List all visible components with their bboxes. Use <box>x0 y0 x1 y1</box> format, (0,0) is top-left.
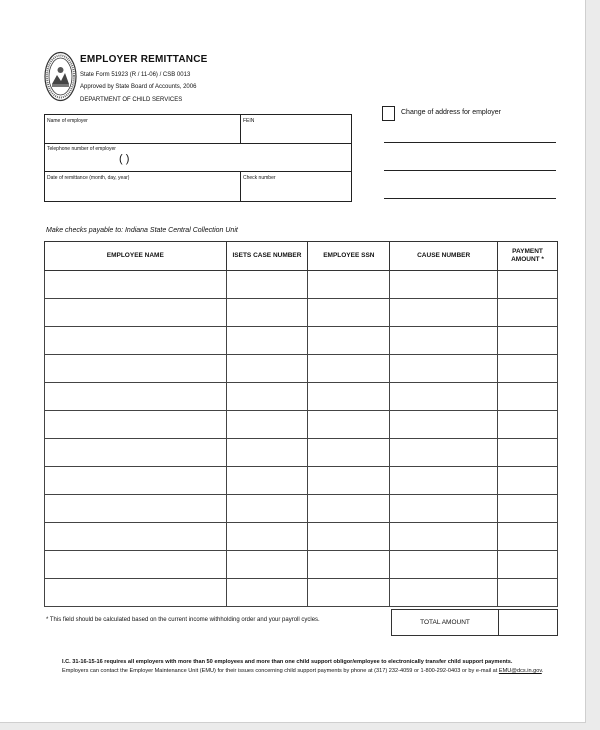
cell-employee-ssn[interactable] <box>308 523 390 551</box>
col-payment-amount: PAYMENT AMOUNT * <box>498 242 558 271</box>
cell-employee-name[interactable] <box>45 495 227 523</box>
table-row <box>45 495 558 523</box>
cell-cause-number[interactable] <box>390 355 498 383</box>
col-cause-number: CAUSE NUMBER <box>390 242 498 271</box>
cell-payment-amount[interactable] <box>498 439 558 467</box>
cell-cause-number[interactable] <box>390 579 498 607</box>
cell-isets-case-number[interactable] <box>226 355 308 383</box>
cell-cause-number[interactable] <box>390 551 498 579</box>
cell-employee-name[interactable] <box>45 299 227 327</box>
total-amount-field[interactable] <box>498 609 558 636</box>
table-row <box>45 411 558 439</box>
cell-payment-amount[interactable] <box>498 495 558 523</box>
cell-isets-case-number[interactable] <box>226 327 308 355</box>
address-line[interactable] <box>384 170 556 171</box>
cell-employee-ssn[interactable] <box>308 383 390 411</box>
cell-employee-ssn[interactable] <box>308 439 390 467</box>
cell-payment-amount[interactable] <box>498 467 558 495</box>
payable-to-text: Make checks payable to: Indiana State Central Collection Unit <box>46 227 238 234</box>
emu-contact-prefix: Employers can contact the Employer Maintenance Unit (EMU) for their issues concerning child support payments by phone at (317) 232-4059 or 1-800-292-0403 or by e-mail at <box>62 668 499 674</box>
cell-employee-ssn[interactable] <box>308 411 390 439</box>
cell-payment-amount[interactable] <box>498 355 558 383</box>
emu-contact-suffix: . <box>541 668 544 674</box>
address-line[interactable] <box>384 198 556 199</box>
cell-employee-ssn[interactable] <box>308 271 390 299</box>
cell-isets-case-number[interactable] <box>226 495 308 523</box>
cell-cause-number[interactable] <box>390 327 498 355</box>
address-change-label: Change of address for employer <box>401 109 501 116</box>
cell-isets-case-number[interactable] <box>226 523 308 551</box>
department-text: DEPARTMENT OF CHILD SERVICES <box>80 97 183 103</box>
emu-contact-text <box>62 668 543 674</box>
cell-isets-case-number[interactable] <box>226 411 308 439</box>
table-row <box>45 579 558 607</box>
table-row <box>45 551 558 579</box>
cell-payment-amount[interactable] <box>498 411 558 439</box>
cell-cause-number[interactable] <box>390 439 498 467</box>
cell-employee-name[interactable] <box>45 271 227 299</box>
cell-isets-case-number[interactable] <box>226 383 308 411</box>
cell-payment-amount[interactable] <box>498 271 558 299</box>
col-employee-name: EMPLOYEE NAME <box>45 242 227 271</box>
cell-isets-case-number[interactable] <box>226 467 308 495</box>
table-row <box>45 271 558 299</box>
cell-payment-amount[interactable] <box>498 383 558 411</box>
cell-isets-case-number[interactable] <box>226 299 308 327</box>
cell-payment-amount[interactable] <box>498 579 558 607</box>
cell-employee-name[interactable] <box>45 467 227 495</box>
cell-employee-ssn[interactable] <box>308 495 390 523</box>
cell-payment-amount[interactable] <box>498 551 558 579</box>
table-row <box>45 299 558 327</box>
cell-isets-case-number[interactable] <box>226 439 308 467</box>
cell-cause-number[interactable] <box>390 523 498 551</box>
col-employee-ssn: EMPLOYEE SSN <box>308 242 390 271</box>
phone-label: Telephone number of employer <box>47 146 116 152</box>
cell-employee-ssn[interactable] <box>308 551 390 579</box>
cell-employee-name[interactable] <box>45 411 227 439</box>
address-change-checkbox[interactable] <box>382 106 395 121</box>
scrollbar-track[interactable] <box>586 0 600 730</box>
cell-payment-amount[interactable] <box>498 523 558 551</box>
cell-employee-name[interactable] <box>45 523 227 551</box>
col-isets-case-number: ISETS CASE NUMBER <box>226 242 308 271</box>
state-seal-icon <box>44 51 77 102</box>
cell-cause-number[interactable] <box>390 495 498 523</box>
approval-text: Approved by State Board of Accounts, 2006 <box>80 84 197 90</box>
remittance-table <box>44 241 558 607</box>
cell-cause-number[interactable] <box>390 411 498 439</box>
cell-isets-case-number[interactable] <box>226 579 308 607</box>
emu-email-link[interactable]: EMU@dcs.in.gov <box>498 668 542 674</box>
cell-employee-name[interactable] <box>45 439 227 467</box>
cell-employee-name[interactable] <box>45 327 227 355</box>
cell-employee-name[interactable] <box>45 551 227 579</box>
footnote: * This field should be calculated based on the current income withholding order and your payroll cycles. <box>46 617 320 623</box>
cell-employee-name[interactable] <box>45 579 227 607</box>
cell-employee-ssn[interactable] <box>308 467 390 495</box>
cell-cause-number[interactable] <box>390 383 498 411</box>
phone-area-code-field[interactable]: ( ) <box>119 153 130 165</box>
form-title: EMPLOYER REMITTANCE <box>80 54 208 65</box>
cell-isets-case-number[interactable] <box>226 551 308 579</box>
employer-name-label: Name of employer <box>47 118 88 124</box>
table-row <box>45 439 558 467</box>
cell-cause-number[interactable] <box>390 271 498 299</box>
cell-employee-ssn[interactable] <box>308 327 390 355</box>
address-line[interactable] <box>384 142 556 143</box>
check-number-label: Check number <box>243 175 276 181</box>
cell-payment-amount[interactable] <box>498 299 558 327</box>
table-row <box>45 355 558 383</box>
cell-cause-number[interactable] <box>390 467 498 495</box>
cell-employee-name[interactable] <box>45 355 227 383</box>
fein-label: FEIN <box>243 118 255 124</box>
table-row <box>45 383 558 411</box>
legal-requirement-text: I.C. 31-16-15-16 requires all employers with more than 50 employees and more than one child support obligor/employee to electronically transfer child support payments. <box>62 659 513 665</box>
cell-employee-name[interactable] <box>45 383 227 411</box>
cell-employee-ssn[interactable] <box>308 355 390 383</box>
table-header-row <box>45 242 558 271</box>
cell-payment-amount[interactable] <box>498 327 558 355</box>
cell-employee-ssn[interactable] <box>308 299 390 327</box>
table-row <box>45 467 558 495</box>
cell-isets-case-number[interactable] <box>226 271 308 299</box>
table-row <box>45 327 558 355</box>
form-number: State Form 51923 (R / 11-06) / CSB 0013 <box>80 72 191 78</box>
cell-cause-number[interactable] <box>390 299 498 327</box>
remittance-date-label: Date of remittance (month, day, year) <box>47 175 130 181</box>
employer-info-box <box>44 114 352 202</box>
cell-employee-ssn[interactable] <box>308 579 390 607</box>
table-row <box>45 523 558 551</box>
total-amount-label: TOTAL AMOUNT <box>391 609 499 636</box>
